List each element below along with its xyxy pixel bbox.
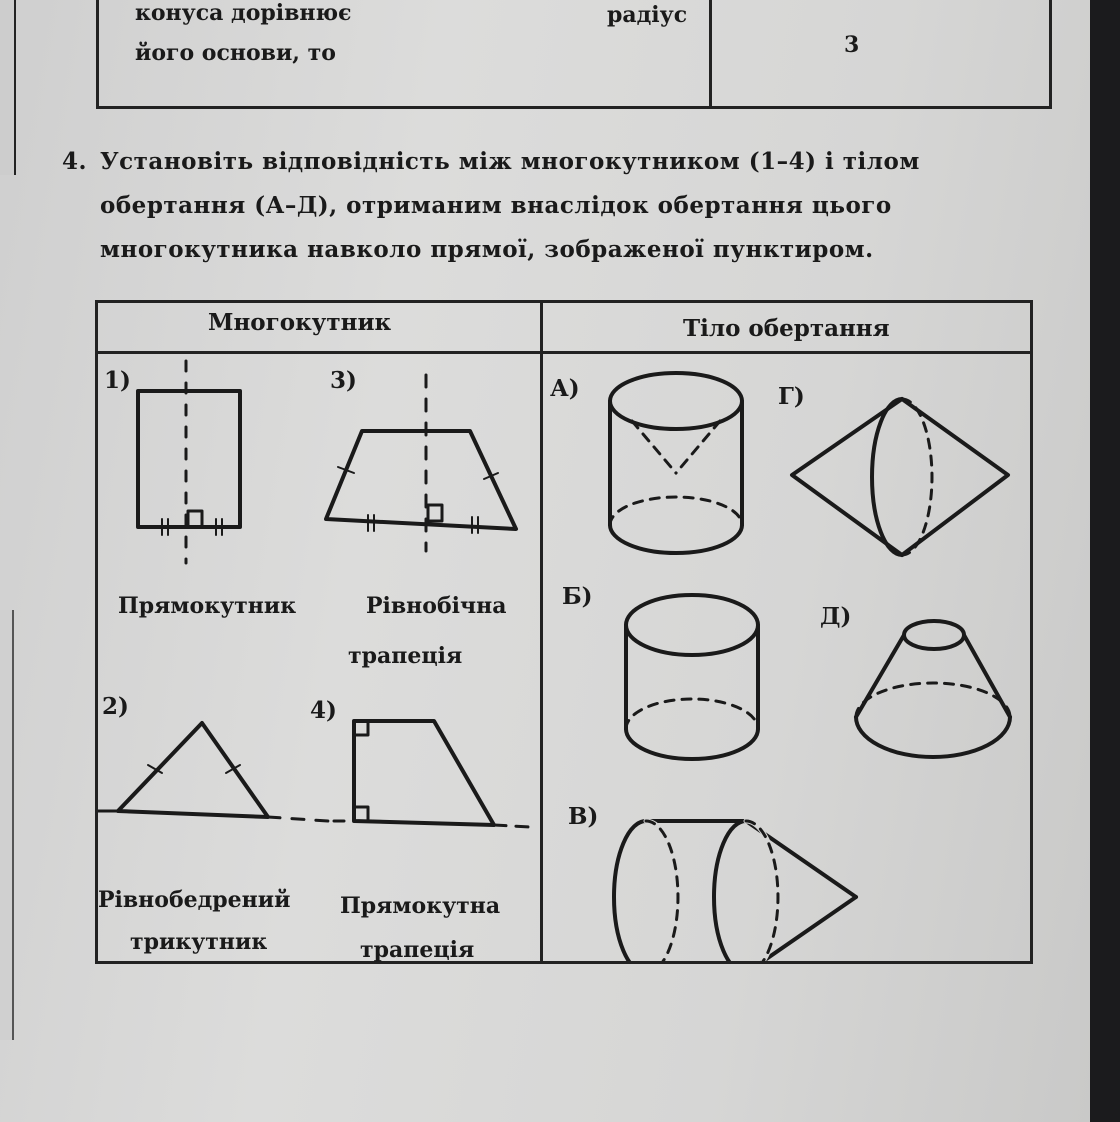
question-line: обертання (А–Д), отриманим внаслідок обертання цього [100,192,892,219]
polygon-caption-right-trapezoid-2: трапеція [360,937,475,963]
cylinder-figure [626,595,758,759]
polygon-caption-isosceles-triangle: Рівнобедрений [98,887,291,913]
polygon-label-1: 1) [104,367,131,394]
double-cone-figure [792,399,1008,555]
polygon-caption-isosceles-triangle-2: трикутник [130,929,268,955]
isosceles-triangle-figure [98,723,328,821]
page-edge [0,0,16,175]
solid-label-b: Б) [562,583,593,610]
polygon-label-4: 4) [310,697,337,724]
previous-task-text: його основи, то [135,40,336,66]
polygon-label-2: 2) [102,693,129,720]
solid-label-d: Д) [820,603,852,630]
figures-layer [98,303,1030,961]
question-line: Установіть відповідність між многокутником (1–4) і тілом [100,148,920,175]
question-line: многокутника навколо прямої, зображеної пунктиром. [100,236,874,263]
solid-label-v: В) [568,803,599,830]
polygon-caption-isosceles-trapezoid-2: трапеція [348,643,463,669]
truncated-cone-figure [856,621,1010,757]
isosceles-trapezoid-figure [326,375,516,551]
polygon-caption-rectangle: Прямокутник [118,593,297,619]
previous-task-text: радіус [607,2,688,28]
cylinder-with-cone-figure [610,373,742,553]
table-divider [709,0,712,106]
solid-label-g: Г) [778,383,805,410]
polygon-caption-right-trapezoid: Прямокутна [340,893,501,919]
polygon-caption-isosceles-trapezoid: Рівнобічна [366,593,507,619]
solid-label-a: А) [550,375,580,402]
previous-task-text: конуса дорівнює [135,0,352,26]
right-trapezoid-figure [334,721,530,827]
previous-task-table [96,0,1052,109]
polygon-label-3: 3) [330,367,357,394]
header-polygon: Многокутник [208,309,392,336]
rectangle-figure [138,361,240,563]
task-number: 4. [62,148,88,175]
header-solid: Тіло обертання [683,315,890,342]
fraction-denominator: 3 [844,32,860,58]
page-edge [0,610,14,1040]
matching-table [95,300,1033,964]
cylinder-cone-figure [614,821,856,961]
